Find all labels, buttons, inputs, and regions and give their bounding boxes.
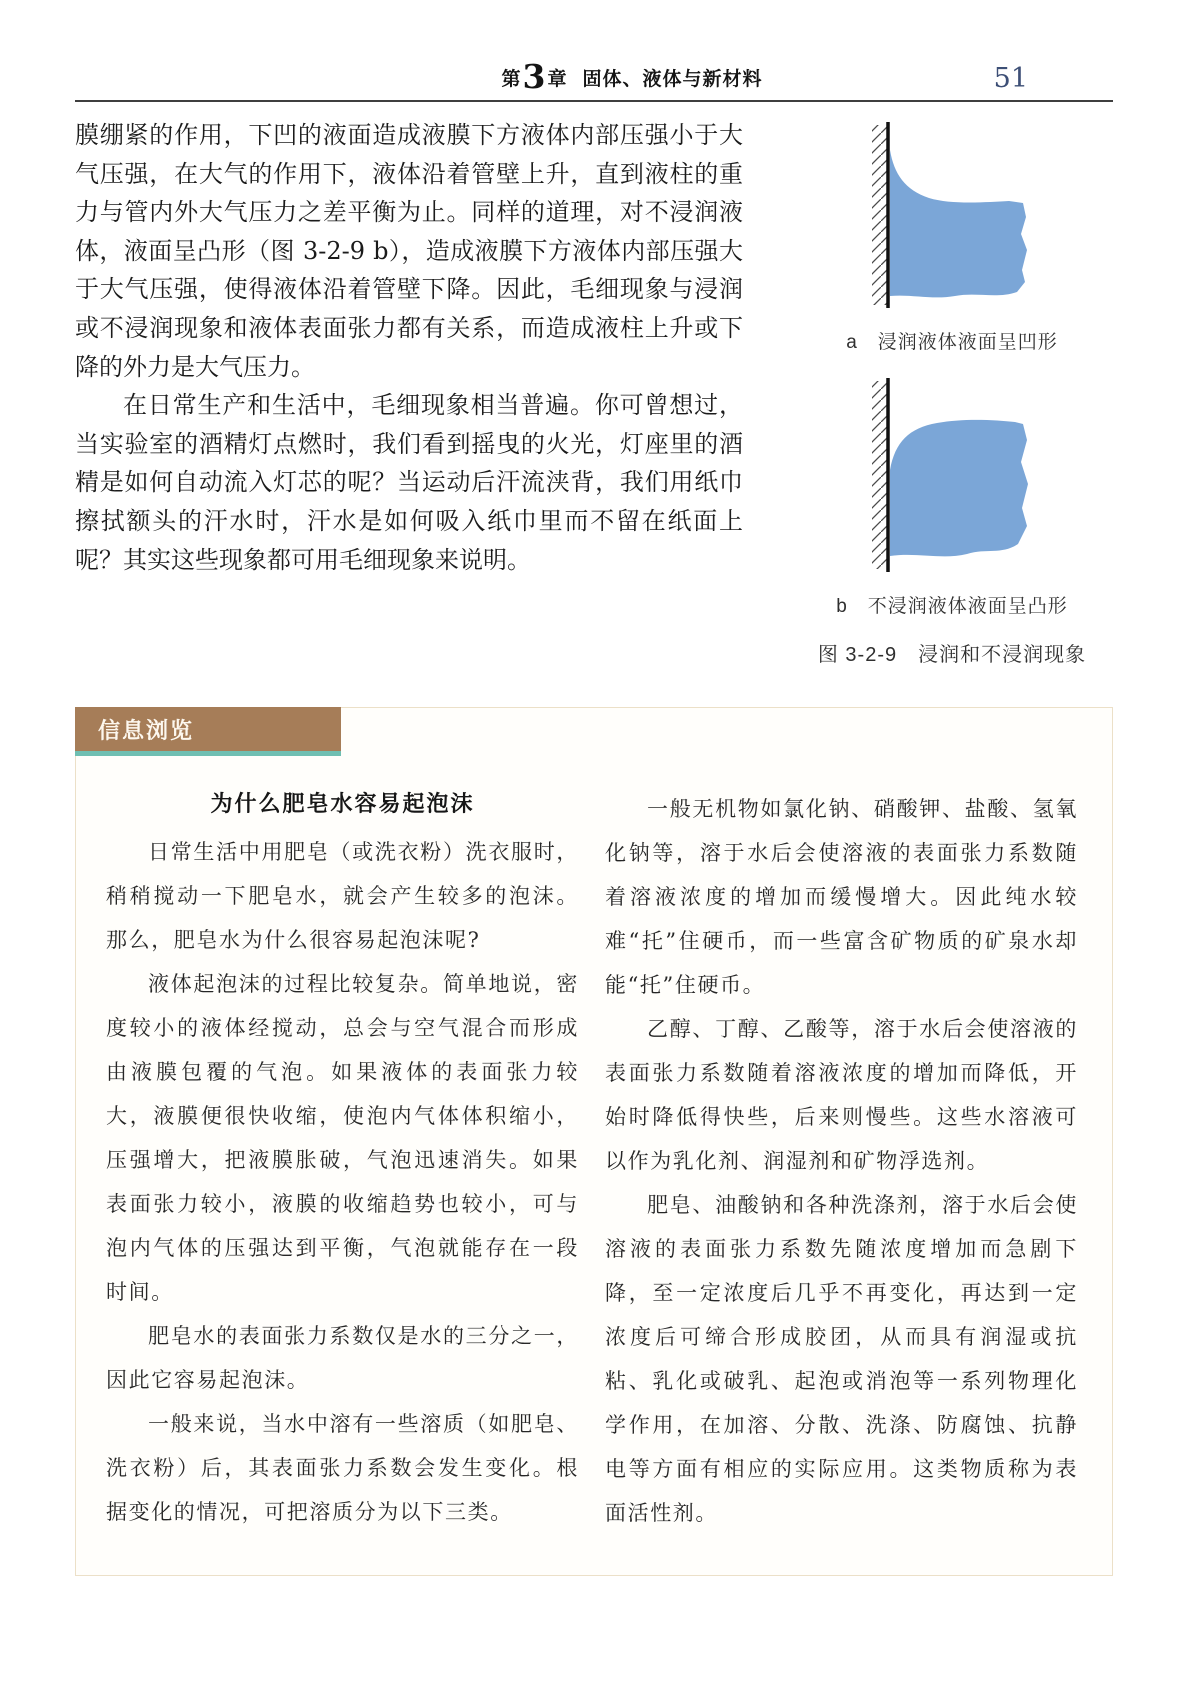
running-head [75, 57, 1113, 102]
wetting-liquid-diagram [837, 122, 1067, 314]
figure-main-caption: 图 3-2-9 浸润和不浸润现象 [817, 644, 1087, 666]
chapter-prefix: 第 [501, 69, 521, 90]
body-paragraph: 膜绷紧的作用，下凹的液面造成液膜下方液体内部压强小于大气压强，在大气的作用下，液体沿着管壁上升，直到液柱的重力与管内外大气压力之差平衡为止。同样的道理，对不浸润液体，液面呈凸形（图 3-2-9 b），造成液膜下方液体内部压强大于大气压强，使得液体沿着管壁下降。因此，毛细现象与浸润或不浸润现象和液体表面张力都有关系，而造成液柱上升或下降的外力是大气压力。 [75, 121, 743, 381]
page-number: 51 [993, 63, 1028, 94]
figure-b-caption-text: 不浸润液体液面呈凸形 [867, 596, 1068, 617]
info-paragraph: 日常生活中用肥皂（或洗衣粉）洗衣服时，稍稍搅动一下肥皂水，就会产生较多的泡沫。那么，肥皂水为什么很容易起泡沫呢? [106, 840, 579, 952]
info-box-right-column [605, 787, 1078, 1535]
page-content [75, 57, 1113, 1576]
info-paragraph: 乙醇、丁醇、乙酸等，溶于水后会使溶液的表面张力系数随着溶液浓度的增加而降低，开始时降低得快些，后来则慢些。这些水溶液可以作为乳化剂、润湿剂和矿物浮选剂。 [605, 1017, 1078, 1173]
info-box [75, 707, 1113, 1576]
info-box-left-column [106, 787, 579, 1535]
figure-b-caption [791, 591, 1113, 618]
figure-a-caption [791, 327, 1113, 354]
info-paragraph: 肥皂水的表面张力系数仅是水的三分之一，因此它容易起泡沫。 [106, 1324, 579, 1392]
info-box-columns [76, 757, 1112, 1575]
body-paragraph: 在日常生产和生活中，毛细现象相当普遍。你可曾想过，当实验室的酒精灯点燃时，我们看到摇曳的火光，灯座里的酒精是如何自动流入灯芯的呢？当运动后汗流浃背，我们用纸巾擦拭额头的汗水时，汗水是如何吸入纸巾里而不留在纸面上呢？其实这些现象都可用毛细现象来说明。 [75, 391, 743, 574]
main-row [75, 116, 1113, 667]
nonwetting-liquid-diagram [837, 378, 1067, 578]
figure-a-caption-text: 浸润液体液面呈凹形 [877, 332, 1058, 353]
figure-a [791, 122, 1113, 354]
chapter-number: 3 [522, 57, 546, 96]
liquid-shape-convex [890, 420, 1028, 556]
wall-hatching [872, 381, 888, 569]
figure-b-label: b [836, 596, 848, 617]
info-paragraph: 一般来说，当水中溶有一些溶质（如肥皂、洗衣粉）后，其表面张力系数会发生变化。根据变化的情况，可把溶质分为以下三类。 [106, 1412, 579, 1524]
info-box-title: 为什么肥皂水容易起泡沫 [210, 791, 475, 816]
info-box-tab: 信息浏览 [75, 707, 341, 756]
chapter-heading [501, 57, 762, 96]
chapter-suffix: 章 [547, 69, 567, 90]
info-paragraph: 液体起泡沫的过程比较复杂。简单地说，密度较小的液体经搅动，总会与空气混合而形成由液膜包覆的气泡。如果液体的表面张力较大，液膜便很快收缩，使泡内气体体积缩小，压强增大，把液膜胀破，气泡迅速消失。如果表面张力较小，液膜的收缩趋势也较小，可与泡内气体的压强达到平衡，气泡就能存在一段时间。 [106, 972, 579, 1304]
figure-column [743, 116, 1113, 667]
figure-b [791, 378, 1113, 618]
info-paragraph: 肥皂、油酸钠和各种洗涤剂，溶于水后会使溶液的表面张力系数先随浓度增加而急剧下降，至一定浓度后几乎不再变化，再达到一定浓度后可缔合形成胶团，从而具有润湿或抗粘、乳化或破乳、起泡或消泡等一系列物理化学作用，在加溶、分散、洗涤、防腐蚀、抗静电等方面有相应的实际应用。这类物质称为表面活性剂。 [605, 1193, 1078, 1525]
liquid-shape-concave [890, 150, 1027, 297]
figure-a-label: a [846, 332, 858, 353]
body-text-column [75, 116, 743, 667]
wall-hatching [872, 125, 888, 305]
chapter-title: 固体、液体与新材料 [582, 69, 763, 90]
info-paragraph: 一般无机物如氯化钠、硝酸钾、盐酸、氢氧化钠等，溶于水后会使溶液的表面张力系数随着溶液浓度的增加而缓慢增大。因此纯水较难“托”住硬币，而一些富含矿物质的矿泉水却能“托”住硬币。 [605, 797, 1078, 997]
